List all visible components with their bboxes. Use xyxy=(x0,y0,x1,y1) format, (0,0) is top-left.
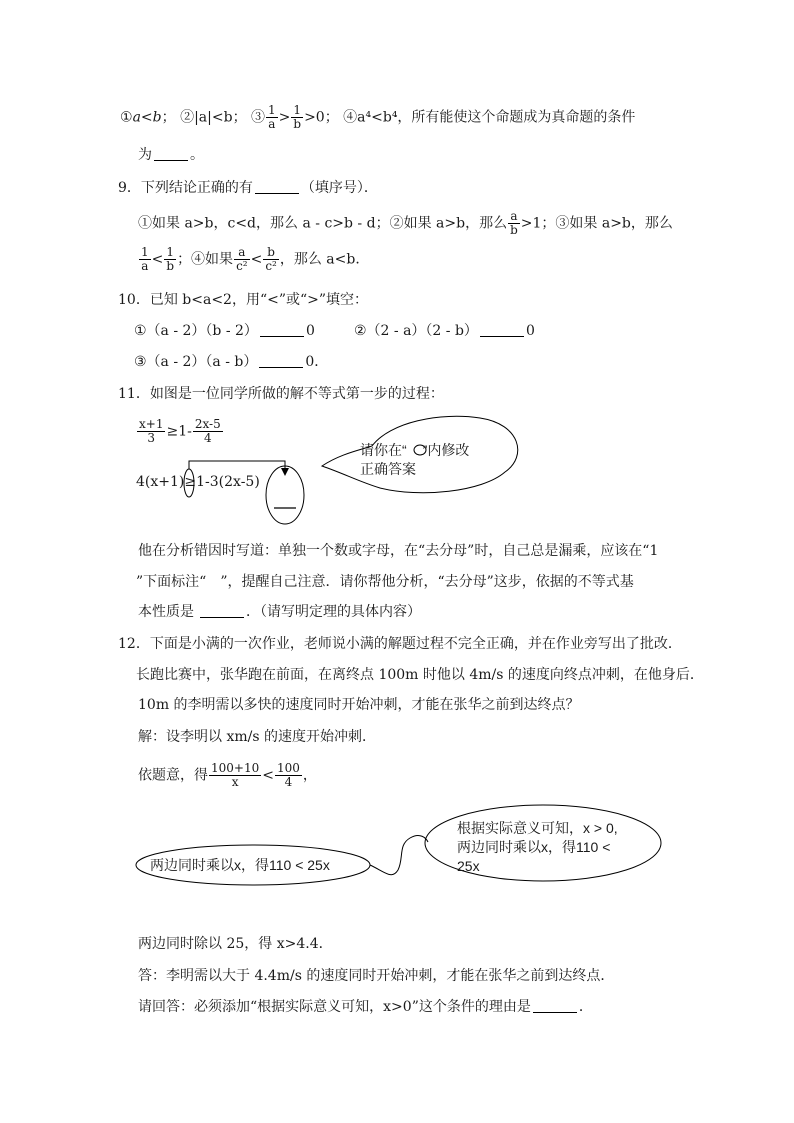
q12-line-8: 请回答：必须添加“根据实际意义可知，x>0”这个条件的理由是 ． xyxy=(138,999,593,1015)
q12-connector xyxy=(370,835,428,874)
q12-frac-2: $\frac{100}{4}$ xyxy=(276,761,300,789)
q12-bubble-line-2: 两边同时乘以x，得110 < xyxy=(457,839,611,855)
q11-small-oval xyxy=(184,469,194,497)
q11-bubble-line-1: 请你在“ ”内修改 xyxy=(360,442,470,458)
q8-c1: ① xyxy=(120,109,133,126)
q12-line-5: 依题意，得 $\frac{100+10}{x}$ < $\frac{100}{4}$ ， xyxy=(138,761,317,789)
q9-stem: 9．下列结论正确的有 （填序号）． xyxy=(118,180,378,196)
q12-frac-1: $\frac{100+10}{x}$ xyxy=(211,761,260,789)
q10-item-3: ③（a - 2）（a - b） 0． xyxy=(134,354,329,370)
q12-number: 12． xyxy=(118,636,150,652)
q12-line-1: 12．下面是小满的一次作业，老师说小满的解题过程不完全正确，并在作业旁写出了批改． xyxy=(118,636,682,652)
q10-number: 10． xyxy=(118,292,150,308)
q11-frac-1: $\frac{x+1}{3}$ xyxy=(139,417,164,445)
q12-bubble-line-1: 根据实际意义可知，x > 0, xyxy=(457,820,618,836)
q12-line-4: 解：设李明以 xm/s 的速度开始冲刺． xyxy=(138,729,376,745)
q8-conditions-line: ①a<b； ②|a|<b； ③ $\frac{1}{a}$ > $\frac{1}{b}$ >0； ④a⁴<b⁴，所有能使这个命题成为真命题的条件 xyxy=(120,103,636,131)
q8-c2: ② xyxy=(180,109,195,126)
q11-bubble-line-2: 正确答案 xyxy=(360,461,416,477)
q9-frac-ac2: $\frac{a}{\text{c²}}$ xyxy=(236,245,248,273)
q9-number: 9． xyxy=(118,180,141,196)
q8-answer-line: 为 。 xyxy=(138,147,204,163)
q11-one-circled: 1 xyxy=(196,474,206,490)
q9-frac-1b: $\frac{1}{b}$ xyxy=(166,245,175,273)
q11-para-line-2: ”下面标注“ ”，提醒自己注意．请你帮他分析，“去分母”这步，依据的不等式基 xyxy=(136,574,634,590)
q11-answer-blank[interactable] xyxy=(200,603,244,618)
q12-bubble-line-3: 25x xyxy=(457,858,480,874)
q11-para-line-3: 本性质是 ．（请写明定理的具体内容） xyxy=(138,604,421,620)
q9-line2: ①如果 a>b，c<d，那么 a - c>b - d；②如果 a>b，那么 $\frac{a}{b}$ >1；③如果 a>b，那么 xyxy=(138,209,673,237)
q12-left-oval-text: 两边同时乘以x，得110 < 25x xyxy=(150,857,330,873)
q12-line-2: 长跑比赛中，张华跑在前面，在离终点 100m 时他以 4m/s 的速度向终点冲刺，在他身后． xyxy=(136,667,704,683)
q12-line-3: 10m 的李明需以多快的速度同时开始冲刺，才能在张华之前到达终点？ xyxy=(138,697,580,713)
q12-answer-blank[interactable] xyxy=(533,998,577,1013)
q9-frac-1a: $\frac{1}{a}$ xyxy=(141,245,149,273)
q8-c4: ④ xyxy=(343,109,358,126)
q9-frac-bc2: $\frac{b}{\text{c²}}$ xyxy=(265,245,277,273)
q9-frac-ab: $\frac{a}{b}$ xyxy=(510,209,518,237)
q10-item-1: ①（a - 2）（b - 2） 0 xyxy=(134,323,315,339)
q11-arrow-head xyxy=(281,468,289,476)
q10-stem: 10．已知 b<a<2，用“<”或“>”填空： xyxy=(118,292,369,308)
q8-frac-1a: $\frac{1}{a}$ xyxy=(268,103,276,131)
q11-frac-2: $\frac{2x-5}{4}$ xyxy=(194,417,221,445)
q11-equation-1: $\frac{x+1}{3}$ ≥1- $\frac{2x-5}{4}$ xyxy=(139,417,221,445)
q12-line-6: 两边同时除以 25，得 x>4.4． xyxy=(138,936,333,952)
q11-equation-2: 4(x+1)≥1-3(2x-5) xyxy=(136,474,260,490)
q9-line3: $\frac{1}{a}$ < $\frac{1}{b}$ ；④如果 $\frac{a}{\text{c²}}$ < $\frac{b}{\text{c²}}$ ，那么 a<b． xyxy=(141,245,370,273)
q8-frac-1b: $\frac{1}{b}$ xyxy=(293,103,302,131)
q11-number: 11． xyxy=(118,386,150,402)
q11-para-line-1: 他在分析错因时写道：单独一个数或字母，在“去分母”时，自己总是漏乘，应该在“1 xyxy=(138,543,659,559)
q8-c3: ③ xyxy=(251,109,266,126)
q10-item-2: ②（2 - a）（2 - b） 0 xyxy=(354,323,535,339)
q11-arrow-line xyxy=(189,461,285,470)
q12-line-7: 答：李明需以大于 4.4m/s 的速度同时开始冲刺，才能在张华之前到达终点． xyxy=(138,968,615,984)
q11-stem: 11．如图是一位同学所做的解不等式第一步的过程： xyxy=(118,386,444,402)
